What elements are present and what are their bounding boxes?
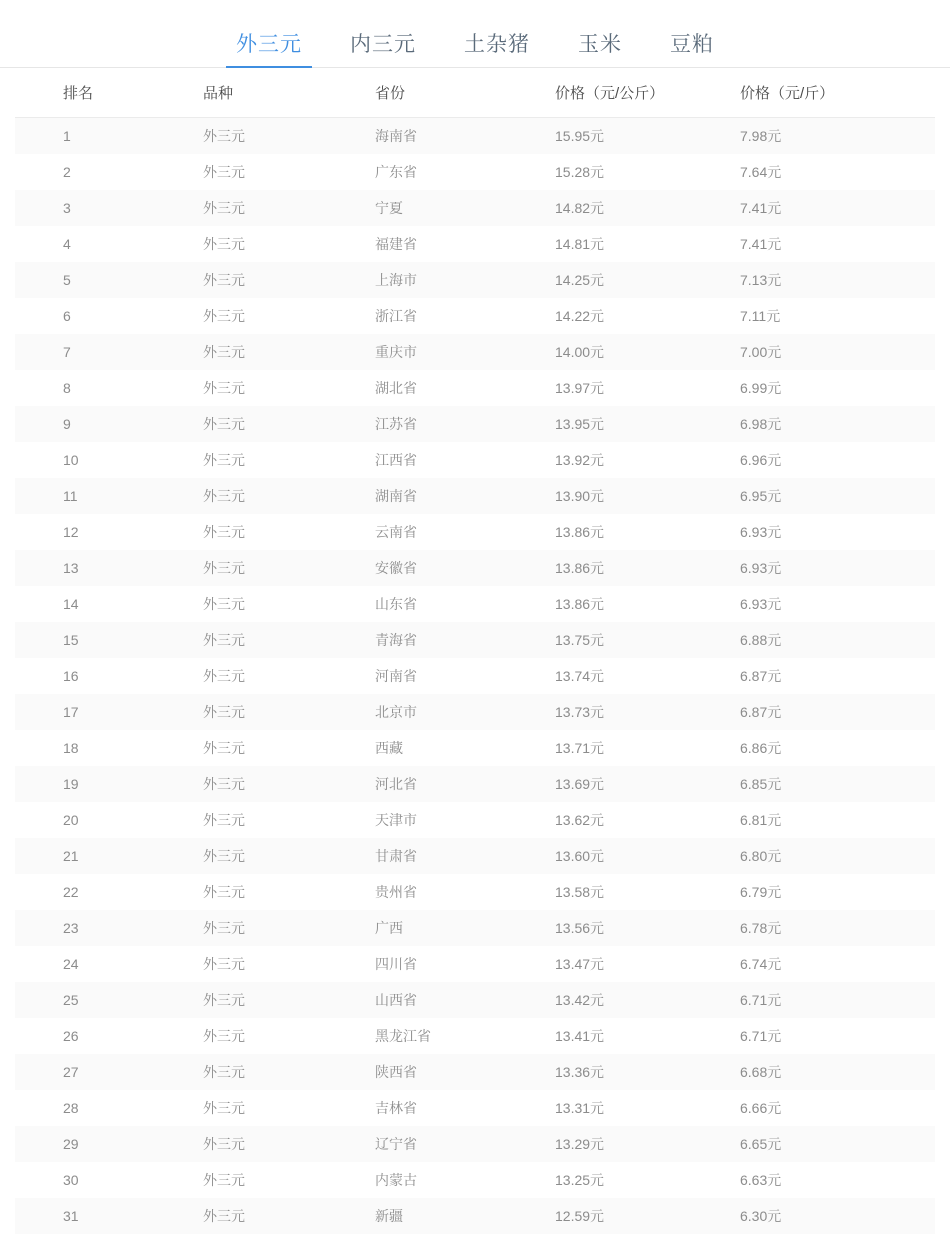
table-header-row	[15, 68, 935, 118]
cell-rank: 6	[15, 298, 185, 334]
cell-price-per-jin: 6.81元	[740, 802, 935, 838]
cell-price-per-jin: 6.93元	[740, 586, 935, 622]
cell-breed: 外三元	[185, 622, 375, 658]
cell-price-per-jin: 6.93元	[740, 514, 935, 550]
table-row[interactable]	[15, 1054, 935, 1090]
cell-price-per-jin: 6.68元	[740, 1054, 935, 1090]
cell-price-per-jin: 7.00元	[740, 334, 935, 370]
cell-rank: 23	[15, 910, 185, 946]
cell-breed: 外三元	[185, 982, 375, 1018]
cell-price-per-kg: 13.74元	[555, 658, 740, 694]
cell-price-per-jin: 6.66元	[740, 1090, 935, 1126]
table-row[interactable]	[15, 910, 935, 946]
table-row[interactable]	[15, 406, 935, 442]
cell-breed: 外三元	[185, 838, 375, 874]
cell-price-per-jin: 6.88元	[740, 622, 935, 658]
table-row[interactable]	[15, 478, 935, 514]
cell-price-per-jin: 6.86元	[740, 730, 935, 766]
cell-price-per-kg: 13.29元	[555, 1126, 740, 1162]
cell-breed: 外三元	[185, 730, 375, 766]
cell-breed: 外三元	[185, 118, 375, 155]
column-header-price-per-kg: 价格（元/公斤）	[555, 68, 740, 118]
tab-0[interactable]: 外三元	[212, 34, 326, 67]
cell-rank: 5	[15, 262, 185, 298]
cell-province: 河南省	[375, 658, 555, 694]
cell-breed: 外三元	[185, 1126, 375, 1162]
cell-breed: 外三元	[185, 946, 375, 982]
cell-province: 江苏省	[375, 406, 555, 442]
cell-province: 山东省	[375, 586, 555, 622]
cell-price-per-jin: 7.11元	[740, 298, 935, 334]
cell-province: 吉林省	[375, 1090, 555, 1126]
cell-price-per-jin: 6.71元	[740, 1018, 935, 1054]
cell-price-per-jin: 7.64元	[740, 154, 935, 190]
cell-rank: 9	[15, 406, 185, 442]
cell-breed: 外三元	[185, 802, 375, 838]
table-row[interactable]	[15, 1090, 935, 1126]
cell-breed: 外三元	[185, 442, 375, 478]
cell-price-per-kg: 13.58元	[555, 874, 740, 910]
cell-price-per-kg: 13.97元	[555, 370, 740, 406]
cell-price-per-jin: 7.13元	[740, 262, 935, 298]
cell-breed: 外三元	[185, 262, 375, 298]
cell-province: 四川省	[375, 946, 555, 982]
cell-price-per-kg: 13.56元	[555, 910, 740, 946]
cell-province: 湖南省	[375, 478, 555, 514]
table-row[interactable]	[15, 622, 935, 658]
cell-breed: 外三元	[185, 1090, 375, 1126]
table-row[interactable]	[15, 514, 935, 550]
cell-price-per-jin: 6.80元	[740, 838, 935, 874]
cell-price-per-jin: 7.98元	[740, 118, 935, 155]
table-row[interactable]	[15, 838, 935, 874]
cell-price-per-kg: 13.69元	[555, 766, 740, 802]
tab-2[interactable]: 土杂猪	[440, 34, 554, 67]
cell-price-per-jin: 6.78元	[740, 910, 935, 946]
cell-price-per-jin: 6.93元	[740, 550, 935, 586]
cell-breed: 外三元	[185, 586, 375, 622]
cell-province: 北京市	[375, 694, 555, 730]
table-body	[15, 118, 935, 1234]
cell-rank: 17	[15, 694, 185, 730]
cell-rank: 18	[15, 730, 185, 766]
cell-breed: 外三元	[185, 1018, 375, 1054]
cell-price-per-jin: 6.87元	[740, 658, 935, 694]
cell-price-per-kg: 13.75元	[555, 622, 740, 658]
cell-price-per-kg: 14.22元	[555, 298, 740, 334]
table-row[interactable]	[15, 154, 935, 190]
cell-rank: 21	[15, 838, 185, 874]
cell-price-per-kg: 15.95元	[555, 118, 740, 155]
cell-rank: 27	[15, 1054, 185, 1090]
table-row[interactable]	[15, 550, 935, 586]
cell-rank: 8	[15, 370, 185, 406]
cell-breed: 外三元	[185, 370, 375, 406]
column-header-breed: 品种	[185, 68, 375, 118]
cell-province: 重庆市	[375, 334, 555, 370]
cell-province: 广西	[375, 910, 555, 946]
cell-breed: 外三元	[185, 406, 375, 442]
column-header-province: 省份	[375, 68, 555, 118]
table-row[interactable]	[15, 190, 935, 226]
cell-price-per-kg: 13.86元	[555, 550, 740, 586]
cell-price-per-kg: 13.71元	[555, 730, 740, 766]
cell-rank: 16	[15, 658, 185, 694]
cell-price-per-kg: 13.60元	[555, 838, 740, 874]
cell-breed: 外三元	[185, 910, 375, 946]
cell-province: 福建省	[375, 226, 555, 262]
cell-province: 海南省	[375, 118, 555, 155]
cell-price-per-jin: 6.79元	[740, 874, 935, 910]
tab-3[interactable]: 玉米	[554, 34, 646, 67]
cell-price-per-kg: 13.90元	[555, 478, 740, 514]
table-row[interactable]	[15, 442, 935, 478]
cell-price-per-kg: 13.25元	[555, 1162, 740, 1198]
table-row[interactable]	[15, 730, 935, 766]
cell-rank: 31	[15, 1198, 185, 1234]
table-row[interactable]	[15, 298, 935, 334]
cell-price-per-jin: 6.98元	[740, 406, 935, 442]
cell-price-per-kg: 14.25元	[555, 262, 740, 298]
table-row[interactable]	[15, 694, 935, 730]
table-row[interactable]	[15, 766, 935, 802]
cell-rank: 12	[15, 514, 185, 550]
cell-breed: 外三元	[185, 658, 375, 694]
table-row[interactable]	[15, 586, 935, 622]
cell-rank: 1	[15, 118, 185, 155]
cell-price-per-jin: 6.65元	[740, 1126, 935, 1162]
table-row[interactable]	[15, 334, 935, 370]
cell-breed: 外三元	[185, 298, 375, 334]
table-row[interactable]	[15, 1018, 935, 1054]
cell-province: 安徽省	[375, 550, 555, 586]
cell-rank: 14	[15, 586, 185, 622]
cell-price-per-jin: 6.71元	[740, 982, 935, 1018]
cell-province: 西藏	[375, 730, 555, 766]
cell-province: 新疆	[375, 1198, 555, 1234]
table-row[interactable]	[15, 118, 935, 155]
cell-price-per-kg: 13.95元	[555, 406, 740, 442]
table-row[interactable]	[15, 1198, 935, 1234]
cell-rank: 15	[15, 622, 185, 658]
cell-province: 辽宁省	[375, 1126, 555, 1162]
cell-breed: 外三元	[185, 1198, 375, 1234]
cell-rank: 19	[15, 766, 185, 802]
cell-province: 陕西省	[375, 1054, 555, 1090]
cell-province: 贵州省	[375, 874, 555, 910]
cell-price-per-kg: 13.86元	[555, 586, 740, 622]
cell-breed: 外三元	[185, 694, 375, 730]
cell-breed: 外三元	[185, 514, 375, 550]
table-row[interactable]	[15, 658, 935, 694]
table-row[interactable]	[15, 1126, 935, 1162]
cell-rank: 3	[15, 190, 185, 226]
price-table-container	[15, 68, 935, 1234]
cell-price-per-jin: 6.87元	[740, 694, 935, 730]
cell-province: 湖北省	[375, 370, 555, 406]
cell-price-per-jin: 6.30元	[740, 1198, 935, 1234]
tab-1[interactable]: 内三元	[326, 34, 440, 67]
cell-price-per-kg: 14.81元	[555, 226, 740, 262]
cell-rank: 26	[15, 1018, 185, 1054]
price-table	[15, 68, 935, 1234]
cell-price-per-kg: 14.00元	[555, 334, 740, 370]
cell-province: 宁夏	[375, 190, 555, 226]
cell-province: 甘肃省	[375, 838, 555, 874]
cell-province: 浙江省	[375, 298, 555, 334]
cell-breed: 外三元	[185, 334, 375, 370]
cell-price-per-kg: 13.47元	[555, 946, 740, 982]
cell-rank: 11	[15, 478, 185, 514]
cell-price-per-jin: 7.41元	[740, 190, 935, 226]
cell-price-per-kg: 13.86元	[555, 514, 740, 550]
cell-price-per-kg: 13.41元	[555, 1018, 740, 1054]
cell-price-per-kg: 13.62元	[555, 802, 740, 838]
cell-rank: 28	[15, 1090, 185, 1126]
cell-province: 上海市	[375, 262, 555, 298]
cell-rank: 2	[15, 154, 185, 190]
cell-breed: 外三元	[185, 550, 375, 586]
cell-breed: 外三元	[185, 766, 375, 802]
table-header	[15, 68, 935, 118]
table-row[interactable]	[15, 874, 935, 910]
cell-price-per-jin: 6.99元	[740, 370, 935, 406]
table-row[interactable]	[15, 226, 935, 262]
cell-rank: 13	[15, 550, 185, 586]
cell-price-per-jin: 6.96元	[740, 442, 935, 478]
cell-breed: 外三元	[185, 478, 375, 514]
cell-province: 广东省	[375, 154, 555, 190]
cell-price-per-kg: 15.28元	[555, 154, 740, 190]
cell-price-per-jin: 6.85元	[740, 766, 935, 802]
cell-price-per-kg: 13.36元	[555, 1054, 740, 1090]
cell-price-per-kg: 14.82元	[555, 190, 740, 226]
cell-province: 天津市	[375, 802, 555, 838]
table-row[interactable]	[15, 802, 935, 838]
cell-breed: 外三元	[185, 226, 375, 262]
cell-province: 河北省	[375, 766, 555, 802]
cell-rank: 29	[15, 1126, 185, 1162]
column-header-rank: 排名	[15, 68, 185, 118]
cell-province: 江西省	[375, 442, 555, 478]
table-row[interactable]	[15, 946, 935, 982]
table-row[interactable]	[15, 1162, 935, 1198]
table-row[interactable]	[15, 262, 935, 298]
cell-rank: 4	[15, 226, 185, 262]
cell-province: 山西省	[375, 982, 555, 1018]
cell-price-per-kg: 13.31元	[555, 1090, 740, 1126]
cell-price-per-kg: 13.92元	[555, 442, 740, 478]
cell-rank: 7	[15, 334, 185, 370]
cell-price-per-jin: 6.63元	[740, 1162, 935, 1198]
cell-province: 黑龙江省	[375, 1018, 555, 1054]
cell-breed: 外三元	[185, 1162, 375, 1198]
cell-rank: 30	[15, 1162, 185, 1198]
cell-province: 青海省	[375, 622, 555, 658]
tab-4[interactable]: 豆粕	[646, 34, 738, 67]
cell-price-per-jin: 6.74元	[740, 946, 935, 982]
cell-rank: 22	[15, 874, 185, 910]
cell-rank: 10	[15, 442, 185, 478]
cell-breed: 外三元	[185, 154, 375, 190]
cell-breed: 外三元	[185, 874, 375, 910]
cell-rank: 24	[15, 946, 185, 982]
cell-province: 云南省	[375, 514, 555, 550]
cell-price-per-kg: 12.59元	[555, 1198, 740, 1234]
cell-rank: 20	[15, 802, 185, 838]
cell-price-per-kg: 13.42元	[555, 982, 740, 1018]
cell-rank: 25	[15, 982, 185, 1018]
cell-price-per-jin: 6.95元	[740, 478, 935, 514]
column-header-price-per-jin: 价格（元/斤）	[740, 68, 935, 118]
cell-province: 内蒙古	[375, 1162, 555, 1198]
table-row[interactable]	[15, 370, 935, 406]
cell-price-per-kg: 13.73元	[555, 694, 740, 730]
cell-breed: 外三元	[185, 1054, 375, 1090]
cell-price-per-jin: 7.41元	[740, 226, 935, 262]
table-row[interactable]	[15, 982, 935, 1018]
cell-breed: 外三元	[185, 190, 375, 226]
category-tabs[interactable]	[0, 0, 950, 68]
